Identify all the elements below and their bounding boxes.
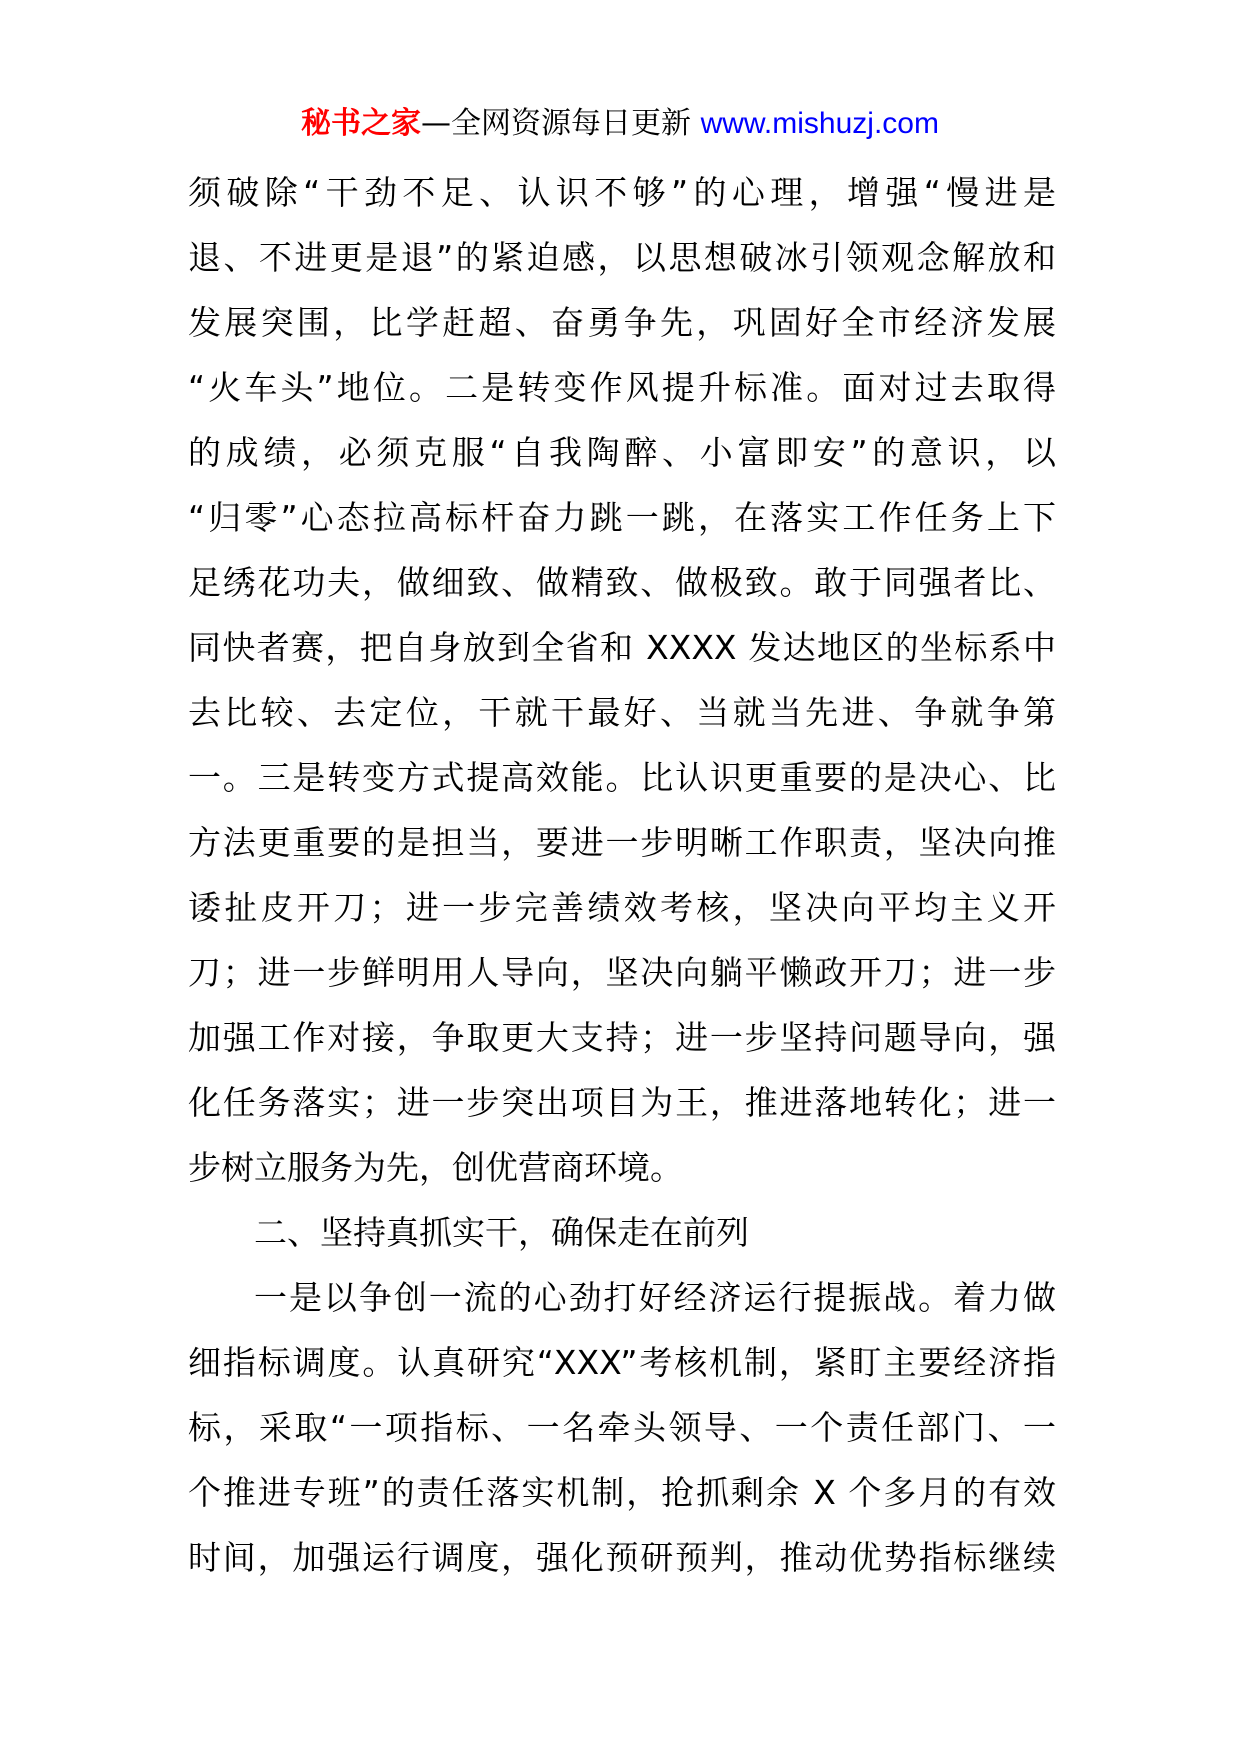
brand-name: 秘书之家	[301, 106, 422, 141]
body-line: 发展突围，比学赶超、奋勇争先，巩固好全市经济发展	[188, 303, 1056, 342]
body-line: 标，采取“一项指标、一名牵头领导、一个责任部门、一	[188, 1408, 1056, 1447]
body-line: 个推进专班”的责任落实机制，抢抓剩余 X 个多月的有效	[188, 1473, 1056, 1512]
section-heading: 二、坚持真抓实干，确保走在前列	[254, 1213, 749, 1252]
body-line: 同快者赛，把自身放到全省和 XXXX 发达地区的坐标系中	[188, 628, 1056, 667]
body-line: 须破除“干劲不足、认识不够”的心理，增强“慢进是	[188, 173, 1056, 212]
body-line: “归零”心态拉高标杆奋力跳一跳，在落实工作任务上下	[188, 498, 1056, 537]
body-line: 的成绩，必须克服“自我陶醉、小富即安”的意识，以	[188, 433, 1056, 472]
body-line: 去比较、去定位，干就干最好、当就当先进、争就争第	[188, 693, 1056, 732]
document-body	[188, 160, 1056, 1590]
body-line: 退、不进更是退”的紧迫感，以思想破冰引领观念解放和	[188, 238, 1056, 277]
body-line: 步树立服务为先，创优营商环境。	[188, 1148, 683, 1187]
body-line: 一。三是转变方式提高效能。比认识更重要的是决心、比	[188, 758, 1056, 797]
site-url[interactable]: www.mishuzj.com	[700, 107, 939, 140]
body-line: “火车头”地位。二是转变作风提升标准。面对过去取得	[188, 368, 1056, 407]
body-line: 方法更重要的是担当，要进一步明晰工作职责，坚决向推	[188, 823, 1056, 862]
body-line: 化任务落实；进一步突出项目为王，推进落地转化；进一	[188, 1083, 1056, 1122]
body-line: 刀；进一步鲜明用人导向，坚决向躺平懒政开刀；进一步	[188, 953, 1056, 992]
site-header	[0, 100, 1240, 148]
body-line: 诿扯皮开刀；进一步完善绩效考核，坚决向平均主义开	[188, 888, 1056, 927]
body-line: 一是以争创一流的心劲打好经济运行提振战。着力做	[254, 1278, 1056, 1317]
body-line: 细指标调度。认真研究“XXX”考核机制，紧盯主要经济指	[188, 1343, 1056, 1382]
body-line: 时间，加强运行调度，强化预研预判，推动优势指标继续	[188, 1538, 1056, 1577]
body-line: 足绣花功夫，做细致、做精致、做极致。敢于同强者比、	[188, 563, 1056, 602]
header-tagline: —全网资源每日更新	[421, 106, 701, 141]
body-line: 加强工作对接，争取更大支持；进一步坚持问题导向，强	[188, 1018, 1056, 1057]
